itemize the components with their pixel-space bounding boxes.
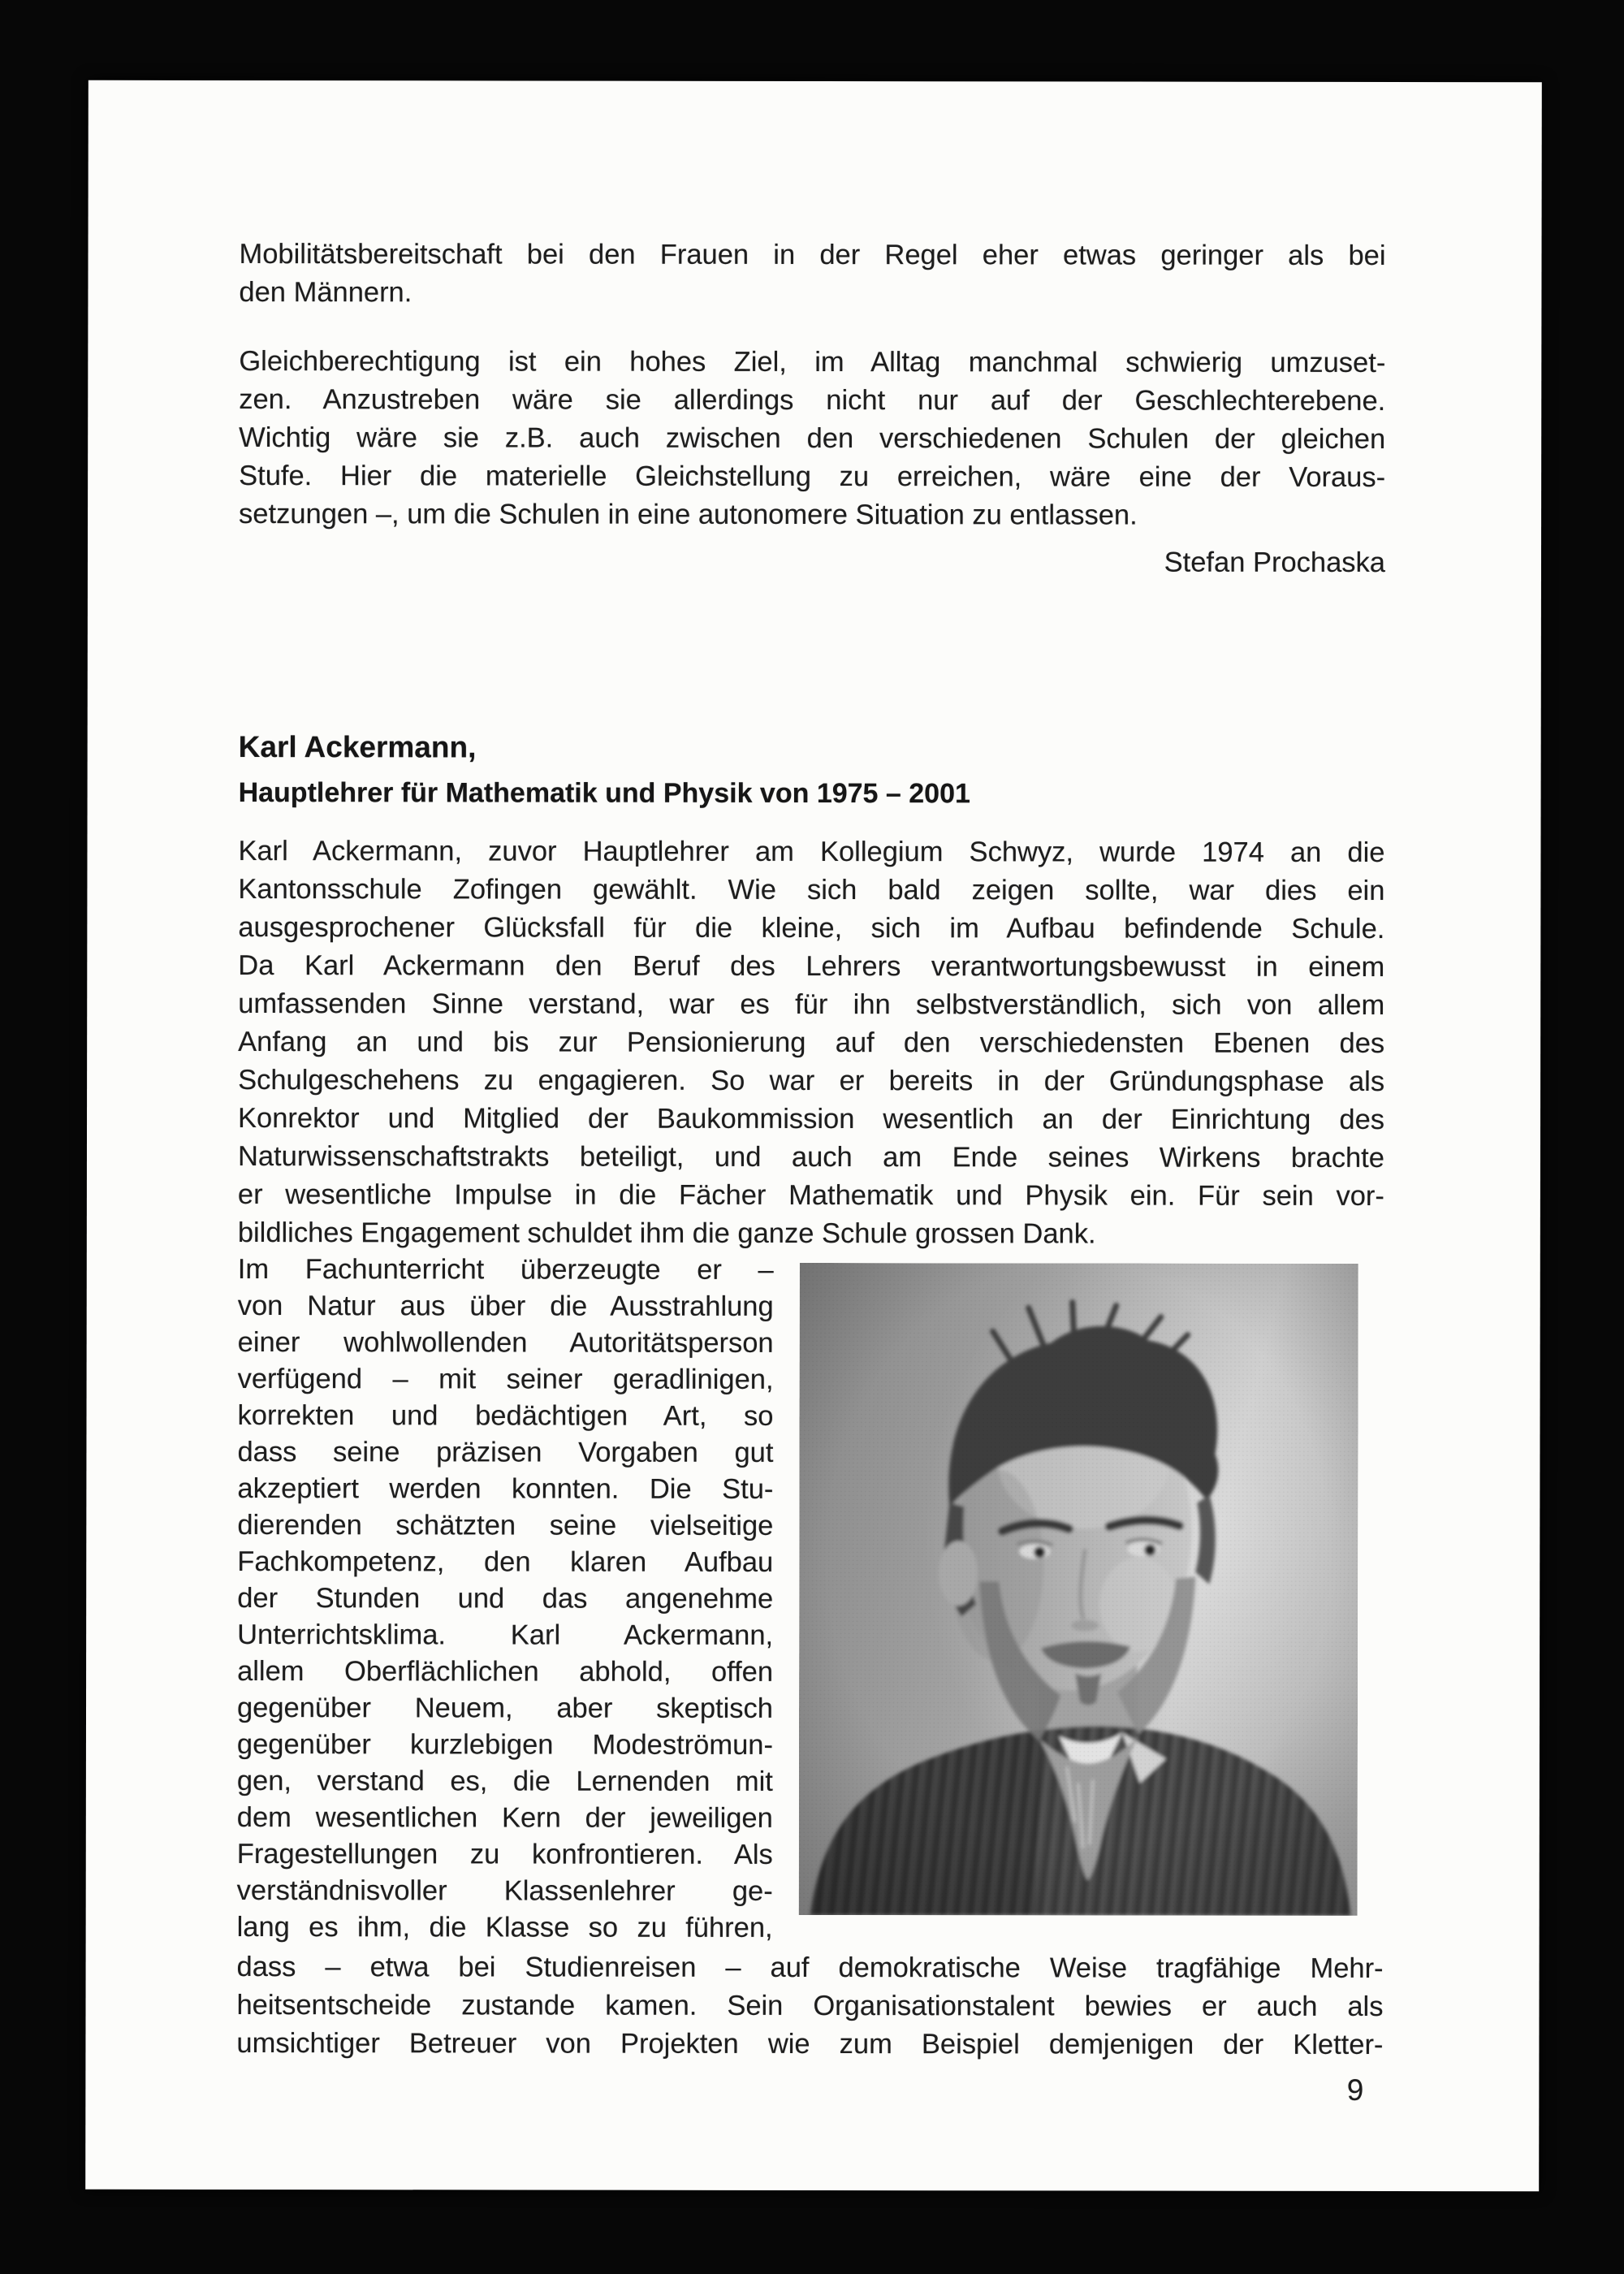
- document-page: [85, 80, 1542, 2191]
- text-line: Naturwissenschaftstrakts beteiligt, und auch am Ende seines Wirkens brachte: [237, 1141, 1384, 1174]
- text-line: der Stunden und das angenehme: [237, 1583, 774, 1615]
- page-number: 9: [1346, 2073, 1364, 2107]
- article-title: Karl Ackermann,: [238, 730, 477, 764]
- text-line: umfassenden Sinne verstand, war es für ihn selbstverständlich, sich von allem: [238, 988, 1385, 1021]
- text-line: gegenüber kurzlebigen Modeströmun-: [236, 1729, 773, 1761]
- article-subtitle: Hauptlehrer für Mathematik und Physik von 1975 – 2001: [238, 777, 970, 810]
- text-line: verständnisvoller Klassenlehrer ge-: [236, 1875, 773, 1907]
- text-line: korrekten und bedächtigen Art, so: [237, 1400, 774, 1432]
- text-line: umsichtiger Betreuer von Projekten wie zum Beispiel demjenigen der Kletter-: [236, 2028, 1384, 2060]
- text-line: Anfang an und bis zur Pensionierung auf den verschiedensten Ebenen des: [238, 1027, 1385, 1059]
- portrait-photo-illustration: [799, 1263, 1358, 1916]
- text-line: Fachkompetenz, den klaren Aufbau: [237, 1546, 774, 1578]
- text-line: Stufe. Hier die materielle Gleichstellung zu erreichen, wäre eine der Voraus-: [239, 460, 1386, 493]
- text-line: Da Karl Ackermann den Beruf des Lehrers verantwortungsbewusst in einem: [238, 950, 1385, 983]
- text-line: Mobilitätsbereitschaft bei den Frauen in der Regel eher etwas geringer als bei: [239, 239, 1386, 271]
- article-paragraph-2: [236, 1948, 1383, 2064]
- text-line: gegenüber Neuem, aber skeptisch: [236, 1693, 774, 1724]
- text-line: setzungen –, um die Schulen in eine autonomere Situation zu entlassen.: [239, 499, 1138, 531]
- text-line: von Natur aus über die Ausstrahlung: [237, 1290, 774, 1322]
- article-paragraph-1: [238, 832, 1385, 1254]
- intro-paragraph-2: [239, 343, 1385, 535]
- text-line: Fragestellungen zu konfrontieren. Als: [236, 1839, 773, 1870]
- text-line: Wichtig wäre sie z.B. auch zwischen den verschiedenen Schulen der gleichen: [239, 422, 1386, 455]
- article-column-text: [237, 1252, 774, 1947]
- text-line: Schulgeschehens zu engagieren. So war er bereits in der Gründungsphase als: [238, 1065, 1385, 1097]
- text-line: gen, verstand es, die Lernenden mit: [236, 1766, 773, 1797]
- text-line: bildliches Engagement schuldet ihm die ganze Schule grossen Dank.: [237, 1217, 1096, 1250]
- text-line: Konrektor und Mitglied der Baukommission wesentlich an der Einrichtung des: [238, 1103, 1385, 1135]
- text-line: Kantonsschule Zofingen gewählt. Wie sich bald zeigen sollte, war dies ein: [238, 874, 1385, 906]
- text-line: allem Oberflächlichen abhold, offen: [237, 1656, 774, 1688]
- text-line: akzeptiert werden konnten. Die Stu-: [237, 1473, 774, 1505]
- text-line: dass seine präzisen Vorgaben gut: [237, 1437, 774, 1468]
- text-line: Gleichberechtigung ist ein hohes Ziel, im Alltag manchmal schwierig umzuset-: [239, 346, 1386, 378]
- text-line: dem wesentlichen Kern der jeweiligen: [236, 1802, 773, 1834]
- text-line: verfügend – mit seiner geradlinigen,: [237, 1364, 774, 1395]
- text-line: dass – etwa bei Studienreisen – auf demokratische Weise tragfähige Mehr-: [236, 1952, 1384, 1984]
- text-line: lang es ihm, die Klasse so zu führen,: [236, 1912, 773, 1943]
- photo-vignette: [799, 1263, 1358, 1916]
- text-line: heitsentscheide zustande kamen. Sein Organisationstalent bewies er auch als: [236, 1990, 1384, 2022]
- text-line: Im Fachunterricht überzeugte er –: [237, 1254, 774, 1286]
- text-line: den Männern.: [239, 277, 412, 309]
- text-line: Karl Ackermann, zuvor Hauptlehrer am Kollegium Schwyz, wurde 1974 an die: [238, 836, 1385, 868]
- text-line: dierenden schätzten seine vielseitige: [237, 1510, 774, 1541]
- text-line: ausgesprochener Glücksfall für die kleine, sich im Aufbau befindende Schule.: [238, 912, 1385, 945]
- text-line: einer wohlwollenden Autoritätsperson: [237, 1327, 774, 1359]
- text-line: zen. Anzustreben wäre sie allerdings nicht nur auf der Geschlechterebene.: [239, 384, 1386, 417]
- text-line: Unterrichtsklima. Karl Ackermann,: [237, 1619, 774, 1651]
- intro-paragraph-1: [239, 236, 1385, 313]
- text-line: er wesentliche Impulse in die Fächer Mathematik und Physik ein. Für sein vor-: [237, 1179, 1384, 1212]
- portrait-photo: [799, 1263, 1358, 1916]
- author-signature: Stefan Prochaska: [1164, 547, 1386, 578]
